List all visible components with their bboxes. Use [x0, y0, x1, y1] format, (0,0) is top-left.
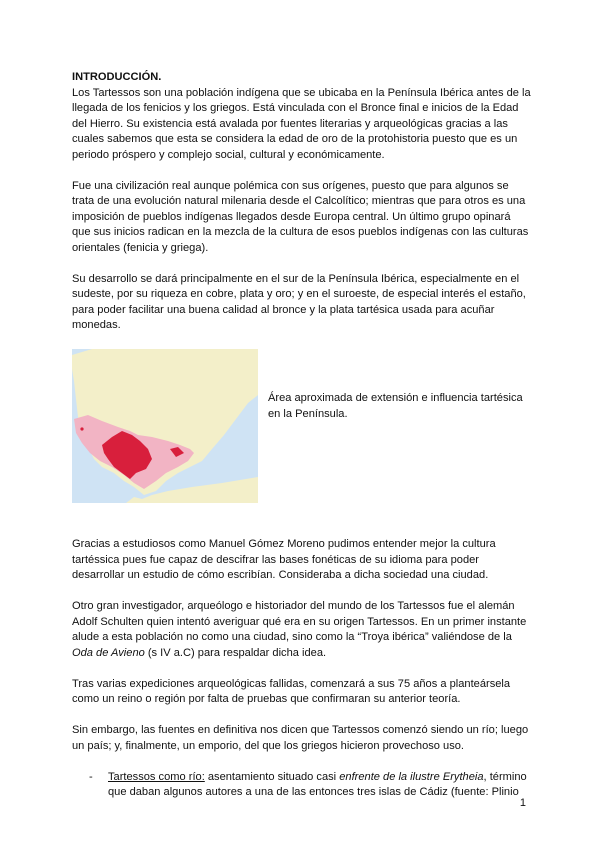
list-dash: -: [89, 770, 93, 783]
page-number: 1: [519, 797, 526, 809]
map-marker: [80, 427, 83, 430]
paragraph: Gracias a estudiosos como Manuel Gómez Moreno pudimos entender mejor la cultura tartéssica pues fue capaz de descifrar las bases fonéticas de su idioma para poder desarrollar un estudio de cómo escribían. Consideraba a dicha sociedad una ciudad.: [72, 538, 496, 581]
paragraph: Los Tartessos son una población indígena que se ubicaba en la Península Ibérica antes de la llegada de los fenicios y los griegos. Está vinculada con el Bronce final e inicios de la Edad del Hierro. Su existencia está avalada por fuentes literarias y arqueológicas gracias a las cuales sabemos que esta se considera la edad de oro de la protohistoria puesto que es un periodo próspero y complejo social, cultural y económicamente.: [72, 86, 531, 161]
text: (s IV a.C) para respaldar dicha idea.: [144, 646, 327, 659]
document-page: [72, 70, 532, 801]
section-heading: INTRODUCCIÓN.: [72, 71, 162, 83]
text: , término que daban algunos autores a una de las entonces tres islas de Cádiz (fuente: Plinio: [108, 770, 527, 798]
paragraph: Tras varias expediciones arqueológicas fallidas, comenzará a sus 75 años a planteársela como un reino o región por falta de pruebas que confirmaran su anterior teoría.: [72, 677, 511, 705]
text: Otro gran investigador, arqueólogo e historiador del mundo de los Tartessos fue el alemán Adolf Schulten quien intentó averiguar qué era en su origen Tartessos. En un primer instante alude a esta población no como una ciudad, sino como la “Troya ibérica” valiéndose de la: [72, 600, 527, 643]
iberia-map: [72, 349, 258, 503]
italic-title: Oda de Avieno: [72, 646, 145, 659]
paragraph: Su desarrollo se dará principalmente en el sur de la Península Ibérica, especialmente en el sudeste, por su riqueza en cobre, plata y oro; y en el suroeste, de especial interés el estaño, para poder facilitar una buena calidad al bronce y la plata tartésica usada para acuñar monedas.: [72, 272, 526, 331]
map-figure: [72, 349, 532, 503]
paragraph-schulten: [72, 599, 532, 661]
map-caption: Área aproximada de extensión e influencia tartésica en la Península.: [268, 392, 523, 420]
list-item: [72, 770, 532, 801]
text: asentamiento situado casi: [204, 770, 340, 783]
paragraph: Fue una civilización real aunque polémica con sus orígenes, puesto que para algunos se trata de una evolución natural milenaria desde el Calcolítico; mientras que para otros es una imposición de pueblos indígenas llegados desde Europa central. Un último grupo opinará que sus inicios radican en la mezcla de la cultura de esos pueblos indígenas con las culturas orientales (fenicia y griega).: [72, 179, 529, 254]
list-term: Tartessos como río:: [108, 770, 205, 783]
paragraph: Sin embargo, las fuentes en definitiva nos dicen que Tartessos comenzó siendo un río; luego un país; y, finalmente, un emporio, del que los griegos hicieron provechoso uso.: [72, 724, 529, 752]
italic-text: enfrente de la ilustre Erytheia: [339, 770, 484, 783]
